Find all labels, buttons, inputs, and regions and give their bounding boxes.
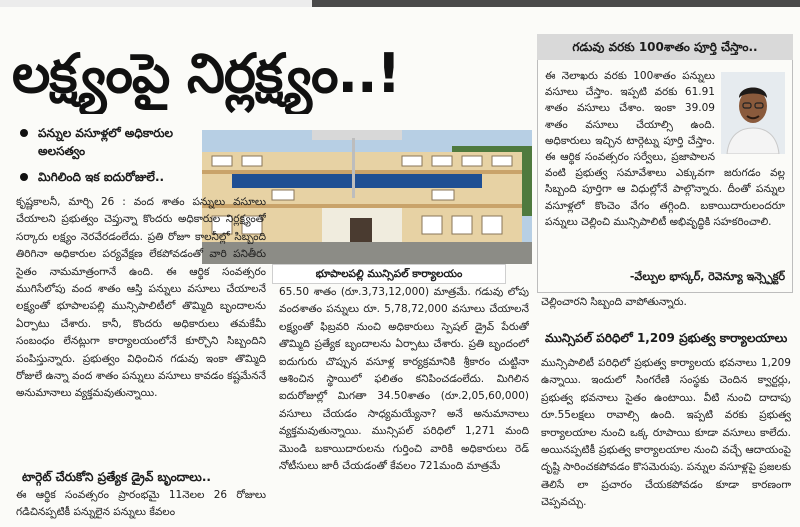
bullet-list bbox=[16, 124, 202, 194]
quote-box-title: గడువు వరకు 100శాతం పూర్తి చేస్తాం.. bbox=[537, 34, 793, 60]
article-column-1-continued: ఈ ఆర్థిక సంవత్సరం ప్రారంభమై 11నెలల 26 రోజులు గడిచినప్పటికీ పన్నులైన పన్నులు కేవలం bbox=[16, 489, 266, 519]
top-strip-dark bbox=[312, 0, 800, 7]
portrait-photo bbox=[721, 72, 785, 154]
bullet-text: మిగిలింది ఇక ఐదురోజులే.. bbox=[38, 170, 165, 184]
bullet-text: పన్నుల వసూళ్లలో అధికారుల అలసత్వం bbox=[38, 126, 174, 158]
headline: లక్ష్యంపై నిర్లక్ష్యం..! bbox=[12, 42, 401, 105]
bullet-icon bbox=[20, 129, 28, 137]
bullet-item bbox=[16, 124, 202, 160]
quote-box-text: ఈ నెలాఖరు వరకు 100శాతం పన్నులు వసూలు చేస్తాం. ఇప్పటి వరకు 61.91 శాతం వసూలు చేశాం. ఇంకా 39.09 శాతం వసూలు చేయాల్సి ఉంది. అధికారులు ఇచ్చిన టార్గెట్ను పూర్తి చేస్తాం. ఈ ఆర్థిక సంవత్సరం సర్వేలు, ప్రజాపాలన వంటి ప్రభుత్వ సమావేశాలు ఎక్కువగా జరుగడం వల్ల సిబ్బంది పూర్తిగా ఆ విధుల్లోనే పాల్గొన్నారు. దీంతో పన్నుల వసూళ్లలో కొంచెం వేగం తగ్గింది. బకాయిదారులందరూ పన్నులు చెల్లించి మున్సిపాలిటీ అభివృద్ధికి సహకరించాలి. bbox=[545, 70, 785, 228]
top-strip bbox=[0, 0, 800, 7]
bullet-icon bbox=[20, 173, 28, 181]
quote-signature: -వేల్పుల భాస్కర్, రెవెన్యూ ఇన్స్పెక్టర్ bbox=[629, 270, 785, 283]
article-column-2: 65.50 శాతం (రూ.3,73,12,000) మాత్రమే. గడువు లోపు వందశాతం పన్నులు రూ. 5,78,72,000 వసూలు చేయాలనే లక్ష్యంతో ఫిబ్రవరి నుంచి అధికారులు స్పెషల్ డ్రైవ్ పేరుతో తొమ్మిది ప్రత్యేక బృందాలను ఏర్పాటు చేశారు. ప్రతి బృందంలో ఐదుగురు చొప్పున వసూళ్ల కార్యక్రమానికి శ్రీకారం చుట్టినా ఆశించిన స్థాయిలో ఫలితం కనిపించడంలేదు. మిగిలిన ఐదురోజుల్లో మిగతా 34.50శాతం (రూ.2,05,60,000) వసూలు చేయడం సాధ్యమయ్యేనా? అనే అనుమానాలు వ్యక్తమవుతున్నాయి. మున్సిపల్ పరిధిలో 1,271 మంది మొండి బకాయిదారులను గుర్తించి వారికి అధికారులు రెడ్ నోటీసులు జారీ చేయడంతో కేవలం 721మంది మాత్రమే bbox=[279, 286, 529, 473]
article-column-3-lead: చెల్లించారని సిబ్బంది వాపోతున్నారు. bbox=[541, 296, 687, 308]
subheading-special-drive: టార్గెట్ చేరుకోని ప్రత్యేక డ్రైవ్ బృందాలు.. bbox=[22, 470, 211, 484]
photo-caption: భూపాలపల్లి మున్సిపల్ కార్యాలయం bbox=[272, 264, 506, 284]
article-column-1: కృష్ణకాలనీ, మార్చి 26 : వంద శాతం పన్నులు వసూలు చేయాలని ప్రభుత్వం చెప్తున్నా కొందరు అధికారుల నిర్లక్ష్యంతో సర్కారు లక్ష్యం నెరవేరడంలేదు. ప్రతి రోజూ కాలనీల్లో సిబ్బంది తిరిగినా అధికారుల పర్యవేక్షణ లేకపోవడంతో వారి పనితీరు సైతం నామమాత్రంగానే ఉంది. ఈ ఆర్థిక సంవత్సరం ముగిసేలోపు వంద శాతం ఆస్తి పన్నులు వసూలు చేయాలనే లక్ష్యంతో భూపాలపల్లి మున్సిపాలిటీలో తొమ్మిది బృందాలను ఏర్పాటు చేశారు. కానీ, కొందరు అధికారులు తమకేమీ సంబంధం లేనట్లుగా కార్యాలయంలోనే కూర్చొని సిబ్బందిని పంపిస్తున్నారు. ప్రభుత్వం విధించిన గడువు ఇంకా తొమ్మిది రోజులే ఉన్నా వంద శాతం పన్నులు వసూలు కావడం కష్టమేననే అనుమానాలు వ్యక్తమవుతున్నాయి. bbox=[16, 196, 266, 400]
subheading-government-offices: మున్సిపల్ పరిధిలో 1,209 ప్రభుత్వ కార్యాలయాలు bbox=[545, 331, 788, 345]
quote-box-body bbox=[545, 68, 785, 266]
article-column-3: మున్సిపాలిటీ పరిధిలో ప్రభుత్వ కార్యాలయ భవనాలు 1,209 ఉన్నాయి. ఇందులో సింగరేణి సంస్థకు చెందిన క్వార్టర్లు, ప్రభుత్వ భవనాలు సైతం ఉంటాయి. వీటి నుంచి దాదాపు రూ.55లక్షలు రావాల్సి ఉంది. ఇప్పటి వరకు ప్రభుత్వ కార్యాలయాల నుంచి ఒక్క రూపాయి కూడా వసూలు కాలేదు. అయినప్పటికీ ప్రభుత్వ కార్యాలయాల నుంచి వచ్చే ఆదాయంపై దృష్టి సారించకపోవడం కొసమెరుపు. పన్నుల వసూళ్లపై ప్రజలకు తెలిసే లా ప్రచారం చేయకపోవడం కూడా కారణంగా చెప్పవచ్చు. bbox=[541, 357, 791, 509]
bullet-item bbox=[16, 168, 202, 186]
quote-box bbox=[537, 34, 793, 296]
